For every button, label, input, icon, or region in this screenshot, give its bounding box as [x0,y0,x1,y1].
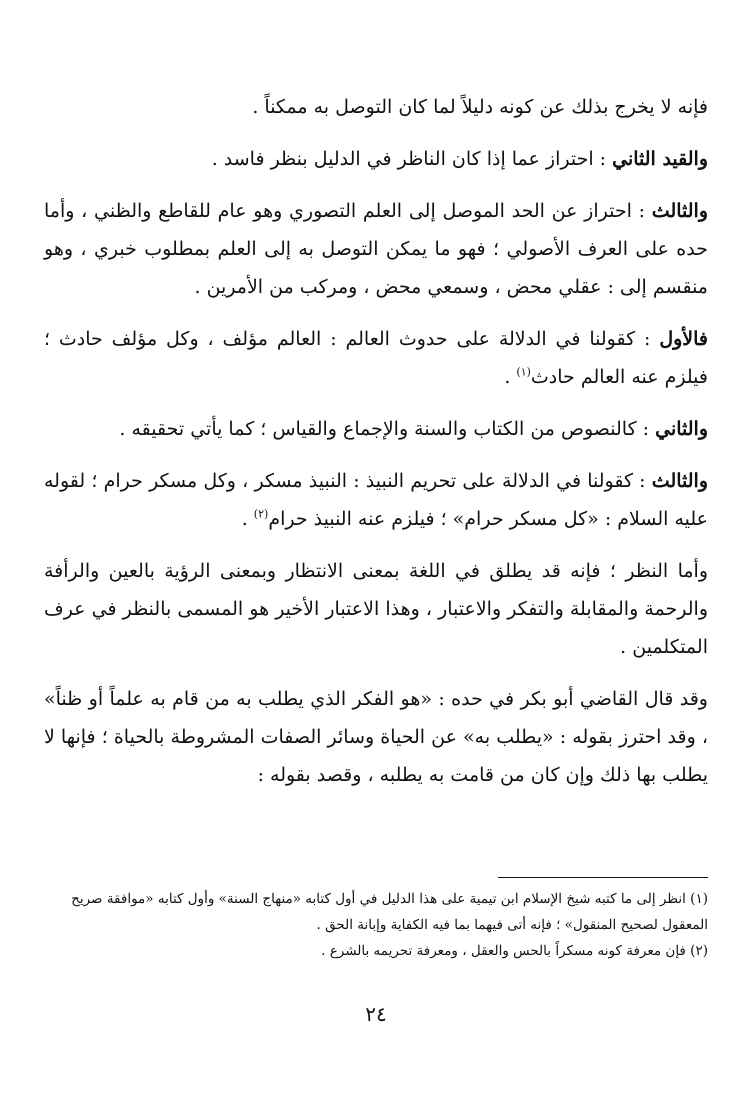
paragraph-3 [44,192,708,306]
paragraph-text: : كالنصوص من الكتاب والسنة والإجماع والقياس ؛ كما يأتي تحقيقه . [119,418,656,440]
paragraph-7 [44,552,708,666]
paragraph-lead: والقيد الثاني [612,148,708,170]
footnotes [44,886,708,964]
paragraph-4 [44,320,708,396]
paragraph-text: : كقولنا في الدلالة على حدوث العالم : العالم مؤلف ، وكل مؤلف حادث ؛ فيلزم عنه العالم حادث [44,328,708,388]
main-text [44,88,708,804]
footnote-divider [498,877,708,878]
footnote-ref: (٢) [253,507,269,521]
paragraph-6 [44,462,708,538]
footnote-ref: (١) [516,365,531,379]
footnote-2: (٢) فإن معرفة كونه مسكراً بالحس والعقل ، ومعرفة تحريمه بالشرع . [321,943,708,959]
page-number: ٢٤ [365,1002,387,1026]
paragraph-2 [44,140,708,178]
paragraph-lead: والثالث [651,200,708,222]
paragraph-lead: والثالث [651,470,708,492]
footnote-1: (١) انظر إلى ما كتبه شيخ الإسلام ابن تيمية على هذا الدليل في أول كتابه «منهاج السنة» وأول كتابه «موافقة صريح المعقول لصحيح المنقول» ؛ فإنه أتى فيهما بما فيه الكفاية وإبانة الحق . [71,891,708,933]
paragraph-text: : احتراز عن الحد الموصل إلى العلم التصوري وهو عام للقاطع والظني ، وأما حده على العرف الأصولي ؛ فهو ما يمكن التوصل به إلى العلم بمطلوب خبري ، وهو منقسم إلى : عقلي محض ، وسمعي محض ، ومركب من الأمرين . [44,200,708,298]
paragraph-end: . [241,508,254,530]
paragraph-end: . [504,366,517,388]
paragraph-text: فإنه لا يخرج بذلك عن كونه دليلاً لما كان التوصل به ممكناً . [252,96,708,118]
paragraph-text: وأما النظر ؛ فإنه قد يطلق في اللغة بمعنى الانتظار وبمعنى الرؤية بالعين والرأفة والرحمة والمقابلة والتفكر والاعتبار ، وهذا الاعتبار الأخير هو المسمى بالنظر في عرف المتكلمين . [44,560,709,658]
paragraph-1 [44,88,708,126]
paragraph-text: وقد قال القاضي أبو بكر في حده : «هو الفكر الذي يطلب به من قام به علماً أو ظناً» ، وقد احترز بقوله : «يطلب به» عن الحياة وسائر الصفات المشروطة بالحياة ؛ فإنها لا يطلب بها ذلك وإن كان من قامت به يطلبه ، وقصد بقوله : [44,688,708,786]
paragraph-text: : كقولنا في الدلالة على تحريم النبيذ : النبيذ مسكر ، وكل مسكر حرام ؛ لقوله عليه السلام : «كل مسكر حرام» ؛ فيلزم عنه النبيذ حرام [44,470,708,530]
paragraph-text: : احتراز عما إذا كان الناظر في الدليل بنظر فاسد . [211,148,613,170]
paragraph-8 [44,680,708,794]
paragraph-5 [44,410,708,448]
paragraph-lead: والثاني [655,418,708,440]
paragraph-lead: فالأول [659,328,709,350]
